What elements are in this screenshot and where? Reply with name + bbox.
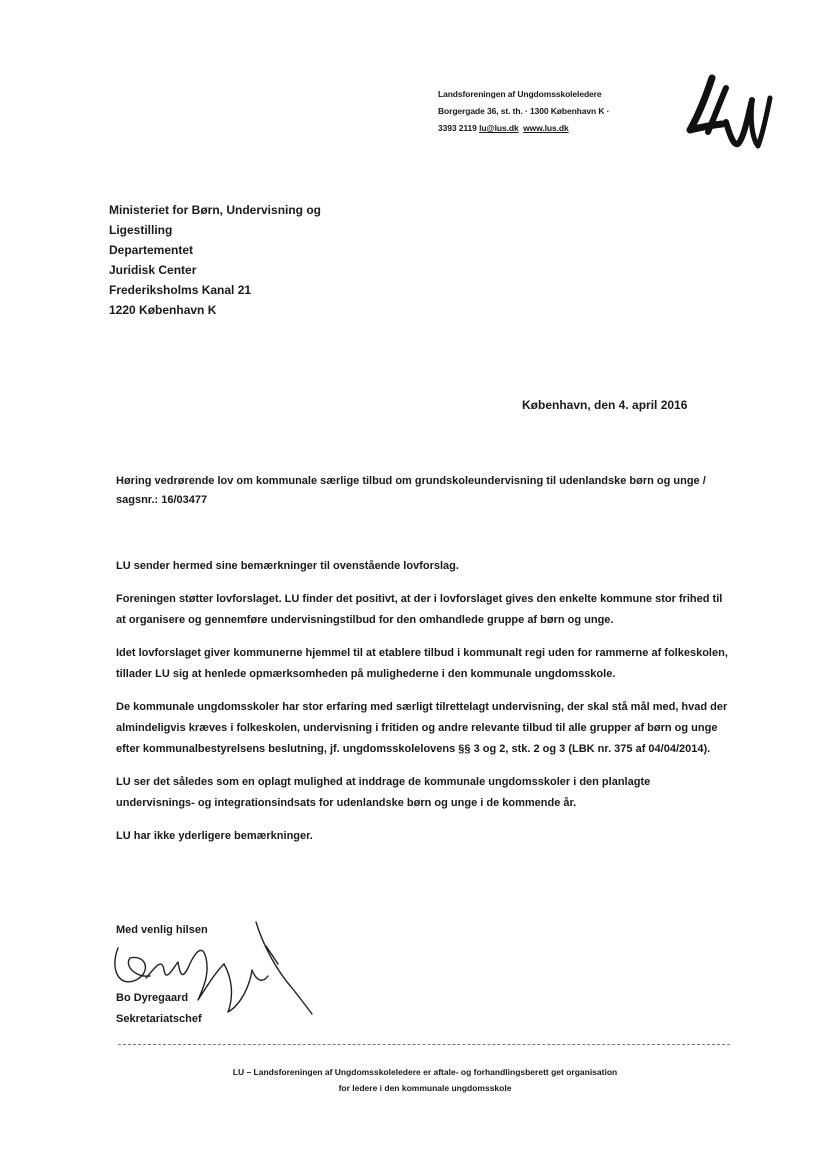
body-paragraph: Foreningen støtter lovforslaget. LU finder det positivt, at der i lovforslaget gives den enkelte kommune stor frihed til at organisere og gennemføre undervisningstilbud for den omhandlede gruppe af børn og unge. xyxy=(116,593,723,626)
letter-footer xyxy=(150,1064,700,1096)
sender-contact-line xyxy=(438,120,609,137)
recipient-line: Departementet xyxy=(109,243,194,257)
recipient-line: Ligestilling xyxy=(109,223,173,237)
handwritten-signature xyxy=(106,918,326,1028)
body-paragraph: Idet lovforslaget giver kommunerne hjemmel til at etablere tilbud i kommunalt regi uden for rammerne af folkeskolen, tillader LU sig at henlede opmærksomheden på mulighederne i den kommunale ungdomsskole. xyxy=(116,647,728,680)
letter-date: København, den 4. april 2016 xyxy=(522,398,688,412)
sender-org: Landsforeningen af Ungdomsskoleledere xyxy=(438,89,602,99)
signer-title: Sekretariatschef xyxy=(116,1013,202,1025)
footer-divider xyxy=(118,1044,730,1045)
body-paragraph: LU sender hermed sine bemærkninger til ovenstående lovforslag. xyxy=(116,560,459,572)
sender-address: Borgergade 36, st. th. · 1300 København K · xyxy=(438,106,610,116)
sender-email-link[interactable]: lu@lus.dk xyxy=(479,123,519,133)
recipient-line: Frederiksholms Kanal 21 xyxy=(109,283,252,297)
closing-greeting: Med venlig hilsen xyxy=(116,924,208,936)
letter-subject: Høring vedrørende lov om kommunale særlige tilbud om grundskoleundervisning til udenlandske børn og unge / sagsnr.: 16/03477 xyxy=(116,475,706,506)
body-paragraph: LU har ikke yderligere bemærkninger. xyxy=(116,830,313,842)
recipient-line: 1220 København K xyxy=(109,303,217,317)
footer-line: for ledere i den kommunale ungdomsskole xyxy=(338,1083,512,1093)
body-paragraph: LU ser det således som en oplagt mulighed at inddrage de kommunale ungdomsskoler i den planlagte undervisnings- og integrationsindsats for udenlandske børn og unge i de kommende år. xyxy=(116,776,651,809)
sender-website-link[interactable]: www.lus.dk xyxy=(523,123,569,133)
body-paragraph: De kommunale ungdomsskoler har stor erfaring med særligt tilrettelagt undervisning, der skal stå mål med, hvad der almindeligvis kræves i folkeskolen, undervisning i fritiden og andre relevante tilbud til alle grupper af børn og unge efter kommunalbestyrelsens beslutning, jf. ungdomsskolelovens §§ 3 og 2, stk. 2 og 3 (LBK nr. 375 af 04/04/2014). xyxy=(116,701,728,755)
recipient-line: Ministeriet for Børn, Undervisning og xyxy=(109,203,322,217)
letter-body xyxy=(116,556,728,859)
footer-line: LU – Landsforeningen af Ungdomsskoleledere er aftale- og forhandlingsberett get organisation xyxy=(232,1067,618,1077)
sender-address-block xyxy=(438,86,609,137)
recipient-address-block xyxy=(109,200,321,320)
lu-logo xyxy=(678,72,774,162)
sender-phone: 3393 2119 xyxy=(438,123,477,133)
signer-name: Bo Dyregaard xyxy=(116,992,189,1004)
recipient-line: Juridisk Center xyxy=(109,263,197,277)
